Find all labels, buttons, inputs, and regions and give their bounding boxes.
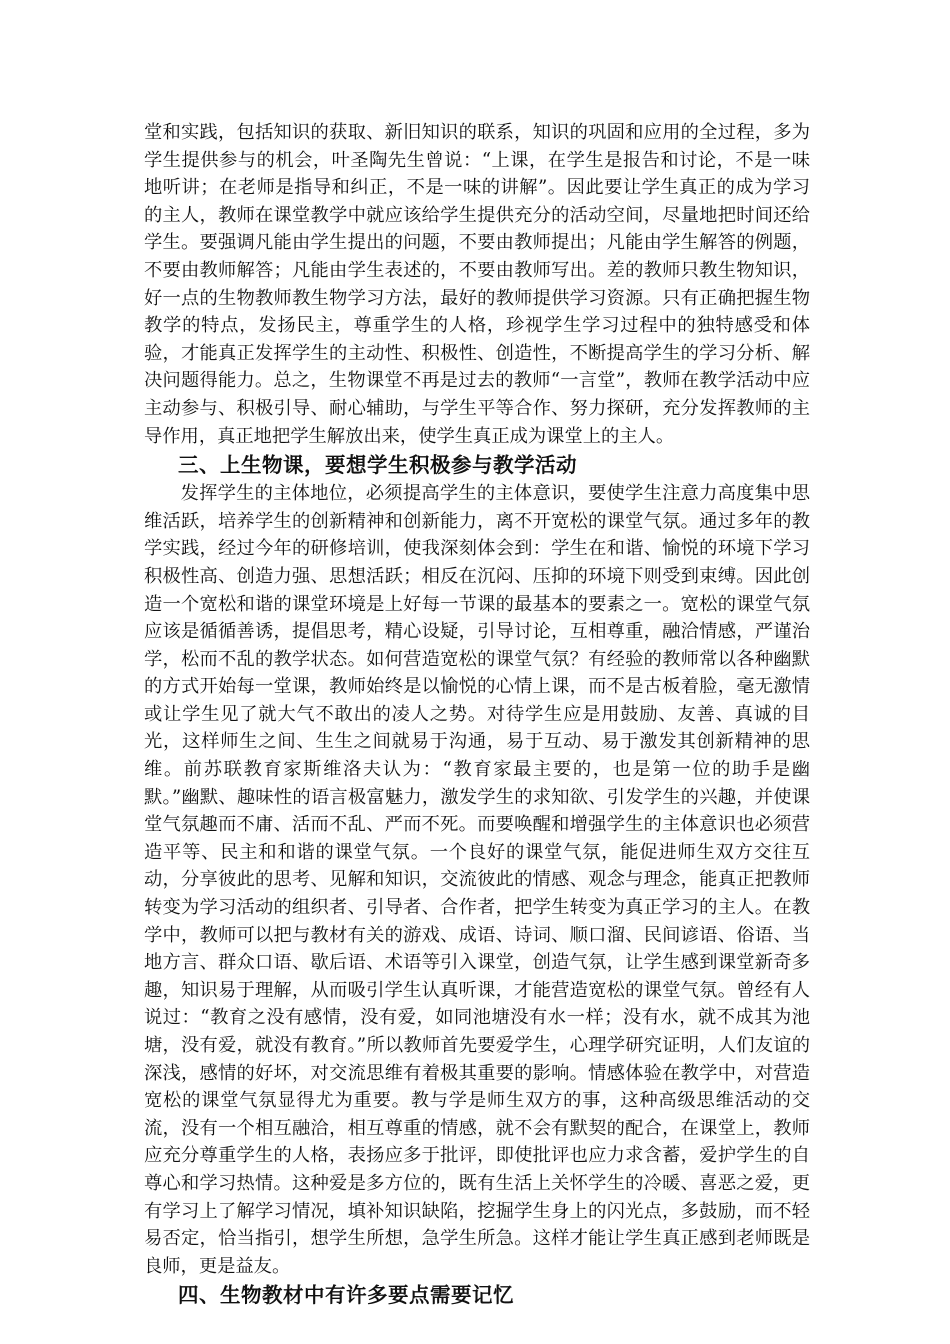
section-heading: 四、生物教材中有许多要点需要记忆 — [178, 1283, 514, 1308]
body-paragraph: 发挥学生的主体地位，必须提高学生的主体意识，要使学生注意力高度集中思维活跃，培养学生的创新精神和创新能力，离不开宽松的课堂气氛。通过多年的教学实践，经过今年的研修培训，使我深刻体会到：学生在和谐、愉悦的环境下学习积极性高、创造力强、思想活跃；相反在沉闷、压抑的环境下则受到束缚。因此创造一个宽松和谐的课堂环境是上好每一节课的最基本的要素之一。宽松的课堂气氛应该是循循善诱，提倡思考，精心设疑，引导讨论，互相尊重，融洽情感，严谨治学，松而不乱的教学状态。如何营造宽松的课堂气氛？有经验的教师常以各种幽默的方式开始每一堂课，教师始终是以愉悦的心情上课，而不是古板着脸，毫无激情或让学生见了就大气不敢出的凌人之势。对待学生应是用鼓励、友善、真诚的目光，这样师生之间、生生之间就易于沟通，易于互动、易于激发其创新精神的思维。前苏联教育家斯维洛夫认为：“教育家最主要的，也是第一位的助手是幽默。”幽默、趣味性的语言极富魅力，激发学生的求知欲、引发学生的兴趣，并使课堂气氛趣而不庸、活而不乱、严而不死。而要唤醒和增强学生的主体意识也必须营造平等、民主和和谐的课堂气氛。一个良好的课堂气氛，能促进师生双方交往互动，分享彼此的思考、见解和知识，交流彼此的情感、观念与理念，能真正把教师转变为学习活动的组织者、引导者、合作者，把学生转变为真正学习的主人。在教学中，教师可以把与教材有关的游戏、成语、诗词、顺口溜、民间谚语、俗语、当地方言、群众口语、歇后语、术语等引入课堂，创造气氛，让学生感到课堂新奇多趣，知识易于理解，从而吸引学生认真听课，才能营造宽松的课堂气氛。曾经有人说过：“教育之没有感情，没有爱，如同池塘没有水一样；没有水，就不成其为池塘，没有爱，就没有教育。”所以教师首先要爱学生，心理学研究证明，人们友谊的深浅，感情的好坏，对交流思维有着极其重要的影响。情感体验在教学中，对营造宽松的课堂气氛显得尤为重要。教与学是师生双方的事，这种高级思维活动的交流，没有一个相互融洽，相互尊重的情感，就不会有默契的配合，在课堂上，教师应充分尊重学生的人格，表扬应多于批评，即使批评也应力求含蓄，爱护学生的自尊心和学习热情。这种爱是多方位的，既有生活上关怀学生的冷暖、喜恶之爱，更有学习上了解学习情况，填补知识缺陷，挖掘学生身上的闪光点，多鼓励，而不轻易否定，恰当指引，想学生所想，急学生所急。这样才能让学生真正感到老师既是良师，更是益友。 — [144, 483, 810, 1277]
document-page — [144, 119, 810, 1310]
body-paragraph: 堂和实践，包括知识的获取、新旧知识的联系，知识的巩固和应用的全过程，多为学生提供参与的机会，叶圣陶先生曾说：“上课，在学生是报告和讨论，不是一味地听讲；在老师是指导和纠正，不是一味的讲解”。因此要让学生真正的成为学习的主人，教师在课堂教学中就应该给学生提供充分的活动空间，尽量地把时间还给学生。要强调凡能由学生提出的问题，不要由教师提出；凡能由学生解答的例题，不要由教师解答；凡能由学生表述的，不要由教师写出。差的教师只教生物知识，好一点的生物教师教生物学习方法，最好的教师提供学习资源。只有正确把握生物教学的特点，发扬民主，尊重学生的人格，珍视学生学习过程中的独特感受和体验，才能真正发挥学生的主动性、积极性、创造性，不断提高学生的学习分析、解决问题得能力。总之，生物课堂不再是过去的教师“一言堂”，教师在教学活动中应主动参与、积极引导、耐心辅助，与学生平等合作、努力探研，充分发挥教师的主导作用，真正地把学生解放出来，使学生真正成为课堂上的主人。 — [144, 122, 810, 447]
section-heading: 三、上生物课，要想学生积极参与教学活动 — [178, 453, 577, 478]
